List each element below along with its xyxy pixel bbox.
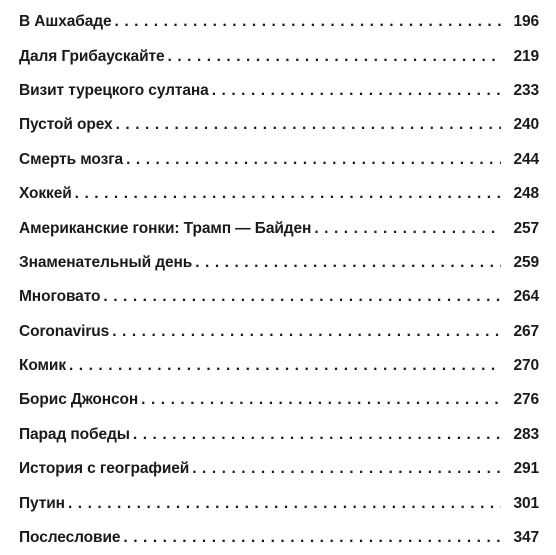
dot-leader: [115, 13, 501, 31]
dot-leader: [75, 185, 501, 203]
toc-entry-page-number: 257: [513, 219, 539, 237]
toc-entry-title: В Ашхабаде: [19, 13, 112, 31]
dot-leader: [68, 495, 501, 513]
dot-leader: [116, 116, 501, 134]
toc-entry[interactable]: [19, 452, 539, 486]
toc-entry-title: Послесловие: [19, 529, 121, 547]
toc-entry[interactable]: [19, 246, 539, 280]
toc-entry-title: Хоккей: [19, 185, 72, 203]
toc-entry[interactable]: [19, 143, 539, 177]
toc-entry-title: Многовато: [19, 288, 101, 306]
dot-leader: [192, 460, 501, 478]
dot-leader: [112, 323, 501, 341]
toc-entry-page-number: 283: [513, 425, 539, 443]
dot-leader: [141, 391, 501, 409]
toc-entry[interactable]: [19, 349, 539, 383]
toc-entry-page-number: 196: [513, 13, 539, 31]
toc-entry[interactable]: [19, 315, 539, 349]
toc-entry-title: Комик: [19, 357, 66, 375]
toc-entry[interactable]: [19, 418, 539, 452]
toc-entry[interactable]: [19, 486, 539, 520]
dot-leader: [168, 48, 501, 66]
toc-entry-page-number: 347: [513, 529, 539, 547]
toc-entry-title: Борис Джонсон: [19, 391, 139, 409]
toc-entry-title: Даля Грибаускайте: [19, 47, 165, 65]
dot-leader: [195, 254, 501, 272]
toc-entry-page-number: 248: [513, 185, 539, 203]
dot-leader: [69, 357, 501, 375]
toc-entry-title: Визит турецкого султана: [19, 81, 209, 99]
toc-entry-page-number: 244: [513, 150, 539, 168]
dot-leader: [212, 82, 501, 100]
toc-entry-page-number: 219: [513, 47, 539, 65]
toc-entry[interactable]: [19, 74, 539, 108]
toc-entry-page-number: 301: [513, 494, 539, 512]
toc-entry-title: История с географией: [19, 460, 190, 478]
toc-entry[interactable]: [19, 280, 539, 314]
toc-entry-page-number: 240: [513, 116, 539, 134]
toc-entry-page-number: 259: [513, 253, 539, 271]
toc-entry-page-number: 264: [513, 288, 539, 306]
toc-entry[interactable]: [19, 39, 539, 73]
dot-leader: [314, 220, 501, 238]
toc-entry[interactable]: [19, 5, 539, 39]
toc-entry[interactable]: [19, 383, 539, 417]
toc-entry-title: Американские гонки: Трамп — Байден: [19, 219, 312, 237]
toc-entry-page-number: 233: [513, 81, 539, 99]
toc-entry-page-number: 291: [513, 460, 539, 478]
toc-entry-title: Смерть мозга: [19, 150, 124, 168]
toc-entry-title: Парад победы: [19, 425, 130, 443]
toc-entry[interactable]: [19, 521, 539, 555]
toc-entry-title: Путин: [19, 494, 65, 512]
dot-leader: [133, 426, 501, 444]
dot-leader: [103, 288, 501, 306]
toc-entry-page-number: 276: [513, 391, 539, 409]
toc-entry-title: Пустой орех: [19, 116, 113, 134]
toc-entry-page-number: 270: [513, 357, 539, 375]
toc-entry-title: Coronavirus: [19, 322, 110, 340]
toc-entry[interactable]: [19, 108, 539, 142]
dot-leader: [123, 529, 501, 547]
toc-entry[interactable]: [19, 211, 539, 245]
toc-entry-title: Знаменательный день: [19, 253, 193, 271]
dot-leader: [126, 151, 501, 169]
toc-entry[interactable]: [19, 177, 539, 211]
toc-entry-page-number: 267: [513, 322, 539, 340]
table-of-contents: [19, 5, 539, 555]
